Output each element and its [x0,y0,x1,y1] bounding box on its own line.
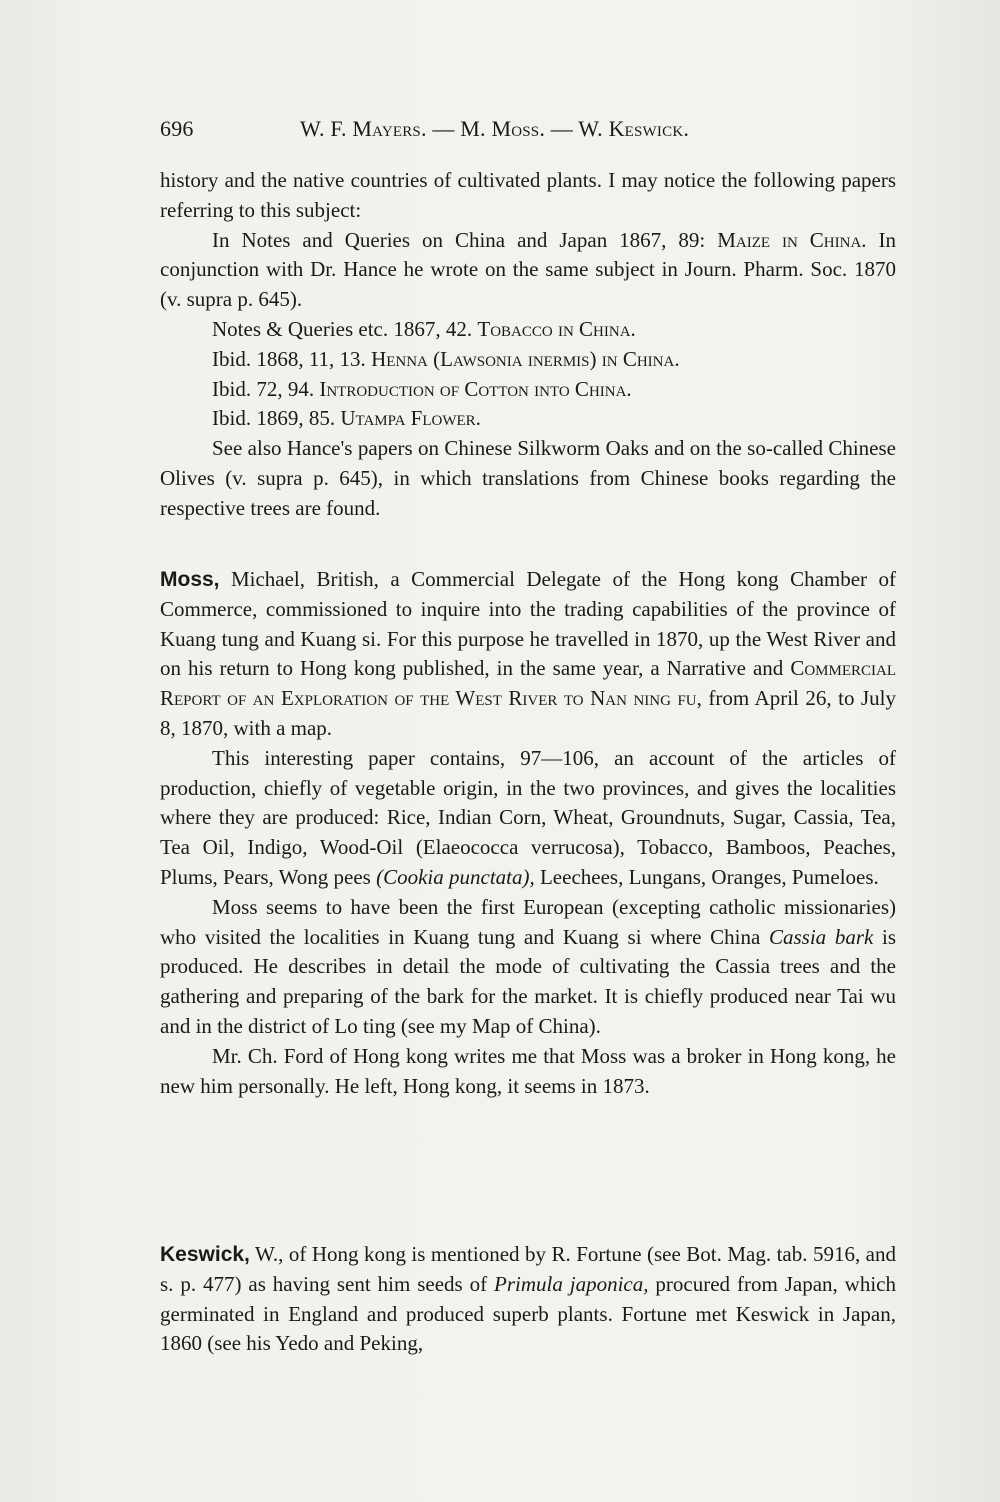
paragraph [160,434,896,523]
page-number: 696 [160,116,194,141]
title-smallcaps: Maize in China [717,227,862,252]
text: W., of Hong kong is mentioned by R. Fortune (see Bot. Mag. tab. 5916, and s. p. 477) as having sent him seeds of [160,1242,896,1296]
title-smallcaps: Henna (Lawsonia inermis) in China. [371,346,680,371]
paragraph [160,1042,896,1102]
text: Ibid. 72, 94. [212,376,320,401]
text: See also Hance's papers on Chinese Silkworm Oaks and on the so-called Chinese Olives (v. supra p. 645), in which translations from Chinese books regarding the respective trees are found. [160,436,896,520]
paragraph [160,166,896,226]
text: is produced. He describes in detail the mode of cultivating the Cassia trees and the gathering and preparing of the bark for the market. It is chiefly produced near Tai wu and in the district of Lo ting (see my Map of China). [160,924,896,1038]
text: Ibid. 1869, 85. [212,406,341,431]
title-smallcaps: Commercial Report of an Exploration of the West River to Nan ning fu [160,656,896,711]
entry-moss [160,565,896,1101]
text: Mr. Ch. Ford of Hong kong writes me that Moss was a broker in Hong kong, he new him personally. He left, Hong kong, it seems in 1873. [160,1043,896,1098]
entry-heading: Keswick, [160,1243,250,1266]
text: Moss seems to have been the first European (excepting catholic missionaries) who visited the localities in Kuang tung and Kuang si where China [160,894,896,949]
italic-text: Cassia bark [768,924,874,949]
text: Notes & Queries etc. 1867, 42. [212,316,478,341]
entry-keswick [160,1240,896,1359]
paragraph [160,226,896,315]
text: Michael, British, a Commercial Delegate of the Hong kong Chamber of Commerce, commissioned to inquire into the trading capabilities of the province of Kuang tung and Kuang si. For this purpose he travelled in 1870, up the West River and on his return to Hong kong published, in the same year, a Narrative and [160,567,896,681]
paragraph [160,404,896,434]
title-smallcaps: Introduction of Cotton into China. [319,376,632,401]
text: Leechees, Lungans, Oranges, Pumeloes. [534,864,879,889]
text: procured from Japan, which germinated in England and produced superb plants. Fortune met Keswick in Japan, 1860 (see his Yedo and Peking, [160,1271,897,1356]
title-smallcaps: Tobacco in China. [477,316,636,341]
text: Ibid. 1868, 11, 13. [212,346,372,371]
paragraph [160,893,896,1042]
paragraph [160,375,896,405]
paragraph [160,1240,896,1359]
running-head: W. F. Mayers. — M. Moss. — W. Keswick. [300,116,690,141]
text: . In conjunction with Dr. Hance he wrote on the same subject in Journ. Pharm. Soc. 1870 (v. supra p. 645). [160,227,896,312]
title-smallcaps: Utampa Flower. [340,406,481,431]
paragraph [160,315,896,345]
section-mayers-continued [160,166,896,524]
text: This interesting paper contains, 97—106, an account of the articles of production, chiefly of vegetable origin, in the two provinces, and gives the localities where they are produced: Rice, Indian Corn, Wheat, Groundnuts, Sugar, Cassia, Tea, Tea Oil, Indigo, Wood-Oil (Elaeococca verrucosa), Tobacco, Bamboos, Peaches, Plums, Pears, Wong pees [160,745,896,889]
text: history and the native countries of cultivated plants. I may notice the following papers referring to this subject: [160,168,896,222]
italic-text: (Cookia punctata), [376,864,535,889]
text: , from April 26, to July 8, 1870, with a map. [160,686,896,740]
paragraph [160,744,896,893]
text: In Notes and Queries on China and Japan 1867, 89: [212,227,718,252]
italic-text: Primula japonica, [494,1271,649,1296]
paragraph [160,565,896,744]
entry-heading: Moss, [160,568,220,591]
paragraph [160,345,896,375]
